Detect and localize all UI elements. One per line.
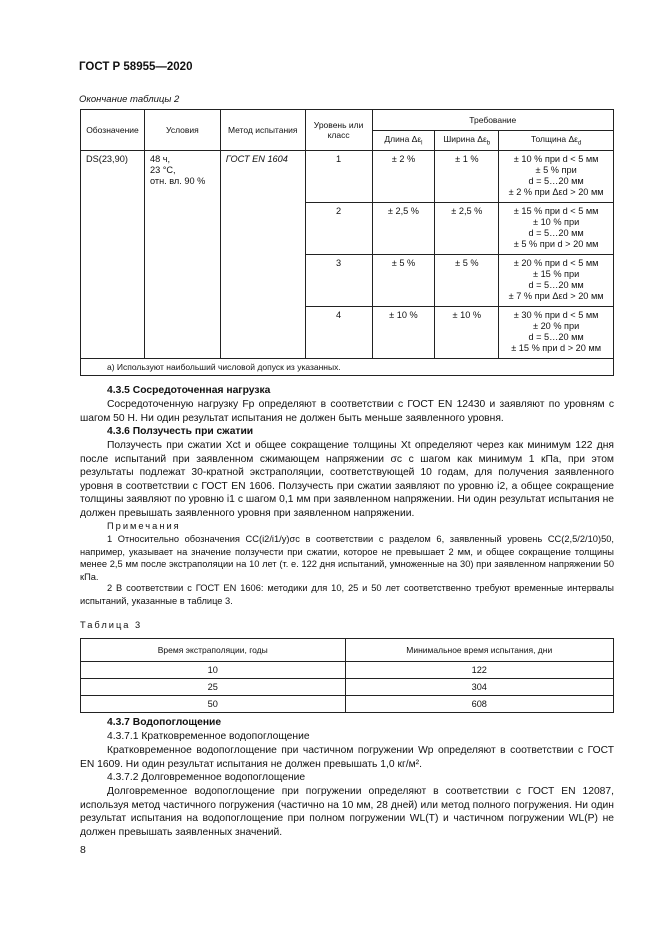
section-4-3-6-title: 4.3.6 Ползучесть при сжатии	[107, 426, 254, 437]
cell-days: 122	[345, 662, 614, 679]
header-extrapolation-time: Время экстраполяции, годы	[81, 639, 346, 662]
header-min-test-time: Минимальное время испытания, дни	[345, 639, 614, 662]
header-conditions: Условия	[144, 110, 220, 151]
page-number: 8	[80, 844, 86, 856]
table2-caption: Окончание таблицы 2	[79, 94, 180, 105]
cell-width: ± 2,5 %	[435, 203, 499, 255]
cell-width: ± 5 %	[435, 255, 499, 307]
section-4-3-7-2-title: 4.3.7.2 Долговременное водопоглощение	[107, 772, 306, 783]
header-width: Ширина $\Delta\varepsilon_b$	[435, 130, 499, 151]
table-2	[80, 109, 614, 376]
cell-width: ± 1 %	[435, 151, 499, 203]
cell-method: ГОСТ EN 1604	[220, 151, 305, 359]
section-4-3-5-text: Сосредоточенную нагрузку Fp определяют в соответствии с ГОСТ EN 12430 и заявляют по уровням с шагом 50 Н. Ни один результат испытания не должен быть меньше заявленного уровня.	[80, 399, 614, 424]
cell-years: 10	[81, 662, 346, 679]
table3-caption: Таблица 3	[80, 620, 143, 630]
cell-length: ± 10 %	[372, 307, 435, 359]
cell-length: ± 5 %	[372, 255, 435, 307]
document-header: ГОСТ Р 58955—2020	[79, 61, 193, 73]
note-2: 2 В соответствии с ГОСТ EN 1606: методики для 10, 25 и 50 лет соответственно требуют временные интервалы испытаний, указанные в таблице 3.	[80, 583, 614, 606]
cell-designation: DS(23,90)	[81, 151, 145, 359]
section-4-3-7-2-text: Долговременное водопоглощение при погружении определяют в соответствии с ГОСТ EN 12087, используя метод частичного погружения (частично на 10 мм, 28 дней) или метод полного погружения. Ни один результат испытания на водопоглощение при полном погружении WL(T) и частичном погружении WL(P) не должен превышать заявленных значений.	[80, 786, 614, 838]
cell-days: 608	[345, 696, 614, 713]
cell-thickness: ± 10 % при d < 5 мм ± 5 % при d = 5…20 мм ± 2 % при Δεd > 20 мм	[499, 151, 614, 203]
table-3	[80, 638, 614, 713]
note-1: 1 Относительно обозначения CC(i2/i1/y)σc в соответствии с разделом 6, заявленный уровень CC(2,5/2/10)50, например, указывает на значение ползучести при сжатии, которое не превышает 2 мм, и общее сокращение толщины менее 2,5 мм после экстраполяции на 10 лет (т. е. 122 дня испытаний, умноженные на 30) при заявленном напряжении 50 кПа.	[80, 534, 614, 582]
cell-level: 1	[305, 151, 372, 203]
header-length: Длина $\Delta\varepsilon_l$	[372, 130, 435, 151]
notes-title: Примечания	[107, 521, 181, 531]
header-requirements: Требование	[372, 110, 613, 131]
section-4-3-5-title: 4.3.5 Сосредоточенная нагрузка	[107, 385, 271, 396]
header-thickness: Толщина $\Delta\varepsilon_d$	[499, 130, 614, 151]
table-footnote: a) Используют наибольший числовой допуск из указанных.	[81, 359, 614, 376]
cell-level: 2	[305, 203, 372, 255]
cell-conditions: 48 ч, 23 °С, отн. вл. 90 %	[144, 151, 220, 359]
cell-years: 50	[81, 696, 346, 713]
section-4-3-7-1-text: Кратковременное водопоглощение при частичном погружении Wp определяют в соответствии с ГОСТ EN 1609. Ни один результат испытания не должен превышать 1,0 кг/м².	[80, 745, 614, 770]
cell-length: ± 2 %	[372, 151, 435, 203]
cell-days: 304	[345, 679, 614, 696]
cell-thickness: ± 20 % при d < 5 мм ± 15 % при d = 5…20 мм ± 7 % при Δεd > 20 мм	[499, 255, 614, 307]
header-designation: Обозначение	[81, 110, 145, 151]
cell-length: ± 2,5 %	[372, 203, 435, 255]
section-4-3-7-1-title: 4.3.7.1 Кратковременное водопоглощение	[107, 731, 310, 742]
header-method: Метод испытания	[220, 110, 305, 151]
cell-years: 25	[81, 679, 346, 696]
cell-level: 3	[305, 255, 372, 307]
cell-thickness: ± 30 % при d < 5 мм ± 20 % при d = 5…20 мм ± 15 % при d > 20 мм	[499, 307, 614, 359]
cell-width: ± 10 %	[435, 307, 499, 359]
section-4-3-7-title: 4.3.7 Водопоглощение	[107, 717, 222, 728]
section-4-3-6-text: Ползучесть при сжатии Xct и общее сокращение толщины Xt определяют через как минимум 122 дня после испытаний при заявленном сжимающем напряжении σc с шагом как минимум 1 кПа, при этом результаты подлежат 30-кратной экстраполяции, соответствующей 10 годам, для получения заявленного уровня в соответствии с ГОСТ EN 1606. Ползучесть при сжатии заявляют по уровню i2, а общее сокращение толщины заявляют по уровню i1 с шагом 0,1 мм при заявленном напряжении. Ни один результат испытания не должен превышать заявленного уровня при заявленном напряжении.	[80, 440, 614, 519]
header-level: Уровень или класс	[305, 110, 372, 151]
cell-thickness: ± 15 % при d < 5 мм ± 10 % при d = 5…20 мм ± 5 % при d > 20 мм	[499, 203, 614, 255]
cell-level: 4	[305, 307, 372, 359]
